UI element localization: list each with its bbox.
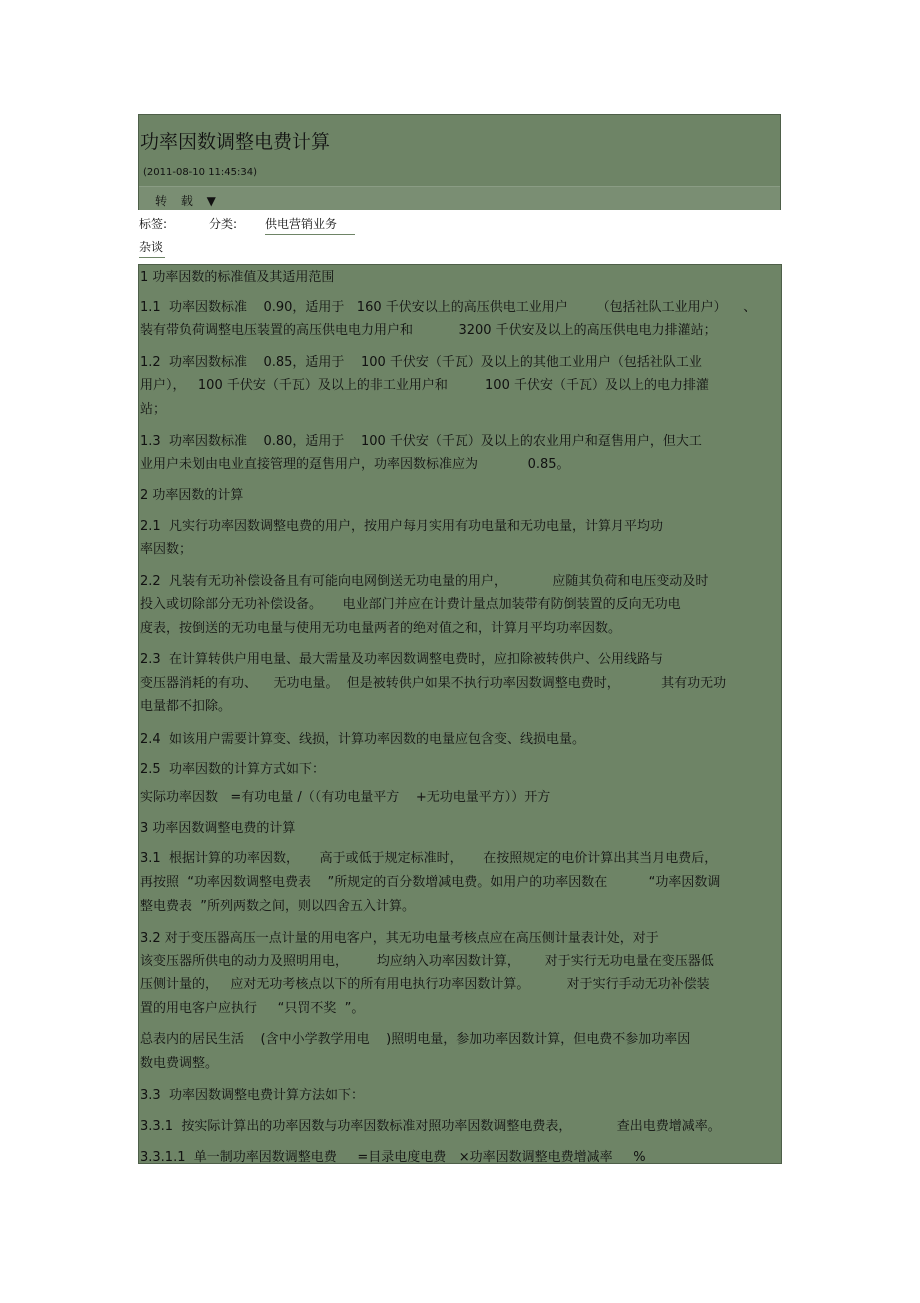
paragraph-line: 站； — [140, 402, 167, 417]
paragraph-line: 3.3.1 按实际计算出的功率因数与功率因数标准对照功率因数调整电费表， 查出电费增减率。 — [140, 1119, 721, 1134]
misc-tag-link[interactable]: 杂谈 — [139, 238, 165, 258]
paragraph-line: 1.3 功率因数标准 0.80，适用于 100 千伏安（千瓦）及以上的农业用户和趸售用户，但大工 — [140, 434, 702, 449]
article-date: (2011-08-10 11:45:34) — [143, 167, 258, 178]
paragraph-line: 率因数； — [140, 542, 193, 557]
paragraph-line: 2.3 在计算转供户用电量、最大需量及功率因数调整电费时，应扣除被转供户、公用线路与 — [140, 652, 663, 667]
paragraph-line: 压侧计量的， 应对无功考核点以下的所有用电执行功率因数计算。 对于实行手动无功补偿装 — [140, 977, 710, 992]
paragraph-line: 2.2 凡装有无功补偿设备且有可能向电网倒送无功电量的用户， 应随其负荷和电压变动及时 — [140, 574, 709, 589]
paragraph-line: 2.4 如该用户需要计算变、线损，计算功率因数的电量应包含变、线损电量。 — [140, 732, 585, 747]
article-title: 功率因数调整电费计算 — [140, 131, 331, 153]
category-link[interactable]: 供电营销业务 — [265, 215, 355, 235]
paragraph-line: 3.1 根据计算的功率因数， 高于或低于规定标准时， 在按照规定的电价计算出其当月电费后， — [140, 851, 718, 866]
paragraph-line: 投入或切除部分无功补偿设备。 电业部门并应在计费计量点加装带有防倒装置的反向无功电 — [140, 597, 681, 612]
paragraph-line: 总表内的居民生活 (含中小学教学用电 )照明电量，参加功率因数计算，但电费不参加功率因 — [140, 1032, 691, 1047]
section-heading: 1 功率因数的标准值及其适用范围 — [140, 270, 335, 285]
paragraph-line: 业用户未划由电业直接管理的趸售用户，功率因数标准应为 0.85。 — [140, 457, 570, 472]
tag-label: 标签: — [139, 217, 168, 231]
paragraph-line: 用户）， 100 千伏安（千瓦）及以上的非工业用户和 100 千伏安（千瓦）及以上的电力排灌 — [140, 378, 709, 393]
paragraph-line: 2.1 凡实行功率因数调整电费的用户，按用户每月实用有功电量和无功电量，计算月平均功 — [140, 519, 663, 534]
paragraph-line: 装有带负荷调整电压装置的高压供电电力用户和 3200 千伏安及以上的高压供电电力排灌站； — [140, 323, 717, 338]
paragraph-line: 度表，按倒送的无功电量与使用无功电量两者的绝对值之和，计算月平均功率因数。 — [140, 621, 622, 636]
paragraph-line: 再按照 “功率因数调整电费表 ”所规定的百分数增减电费。如用户的功率因数在 “功率因数调 — [140, 875, 721, 890]
category-label: 分类: — [209, 217, 238, 231]
formula-line: 实际功率因数 =有功电量 /（（有功电量平方 +无功电量平方））开方 — [140, 790, 551, 805]
paragraph-line: 3.3.1.1 单一制功率因数调整电费 =目录电度电费 ×功率因数调整电费增减率 % — [140, 1150, 646, 1164]
paragraph-line: 3.3 功率因数调整电费计算方法如下： — [140, 1088, 364, 1103]
paragraph-line: 该变压器所供电的动力及照明用电， 均应纳入功率因数计算， 对于实行无功电量在变压器低 — [140, 954, 714, 969]
paragraph-line: 1.2 功率因数标准 0.85，适用于 100 千伏安（千瓦）及以上的其他工业用户（包括社队工业 — [140, 355, 702, 370]
article-content — [138, 264, 782, 1164]
section-heading: 3 功率因数调整电费的计算 — [140, 821, 296, 836]
section-heading: 2 功率因数的计算 — [140, 488, 244, 503]
article-header — [138, 114, 781, 210]
paragraph-line: 1.1 功率因数标准 0.90，适用于 160 千伏安以上的高压供电工业用户 （包括社队工业用户） 、 — [140, 300, 757, 315]
paragraph-line: 置的用电客户应执行 “只罚不奖 ”。 — [140, 1001, 365, 1016]
paragraph-line: 数电费调整。 — [140, 1056, 219, 1071]
paragraph-line: 变压器消耗的有功、 无功电量。 但是被转供户如果不执行功率因数调整电费时， 其有功无功 — [140, 676, 727, 691]
paragraph-line: 2.5 功率因数的计算方式如下： — [140, 762, 325, 777]
paragraph-line: 整电费表 ”所列两数之间，则以四舍五入计算。 — [140, 899, 415, 914]
paragraph-line: 3.2 对于变压器高压一点计量的用电客户，其无功电量考核点应在高压侧计量表计处，对于 — [140, 931, 659, 946]
action-bar — [139, 186, 780, 210]
paragraph-line: 电量都不扣除。 — [140, 699, 232, 714]
repost-button[interactable]: 转 载 ▼ — [155, 194, 221, 208]
